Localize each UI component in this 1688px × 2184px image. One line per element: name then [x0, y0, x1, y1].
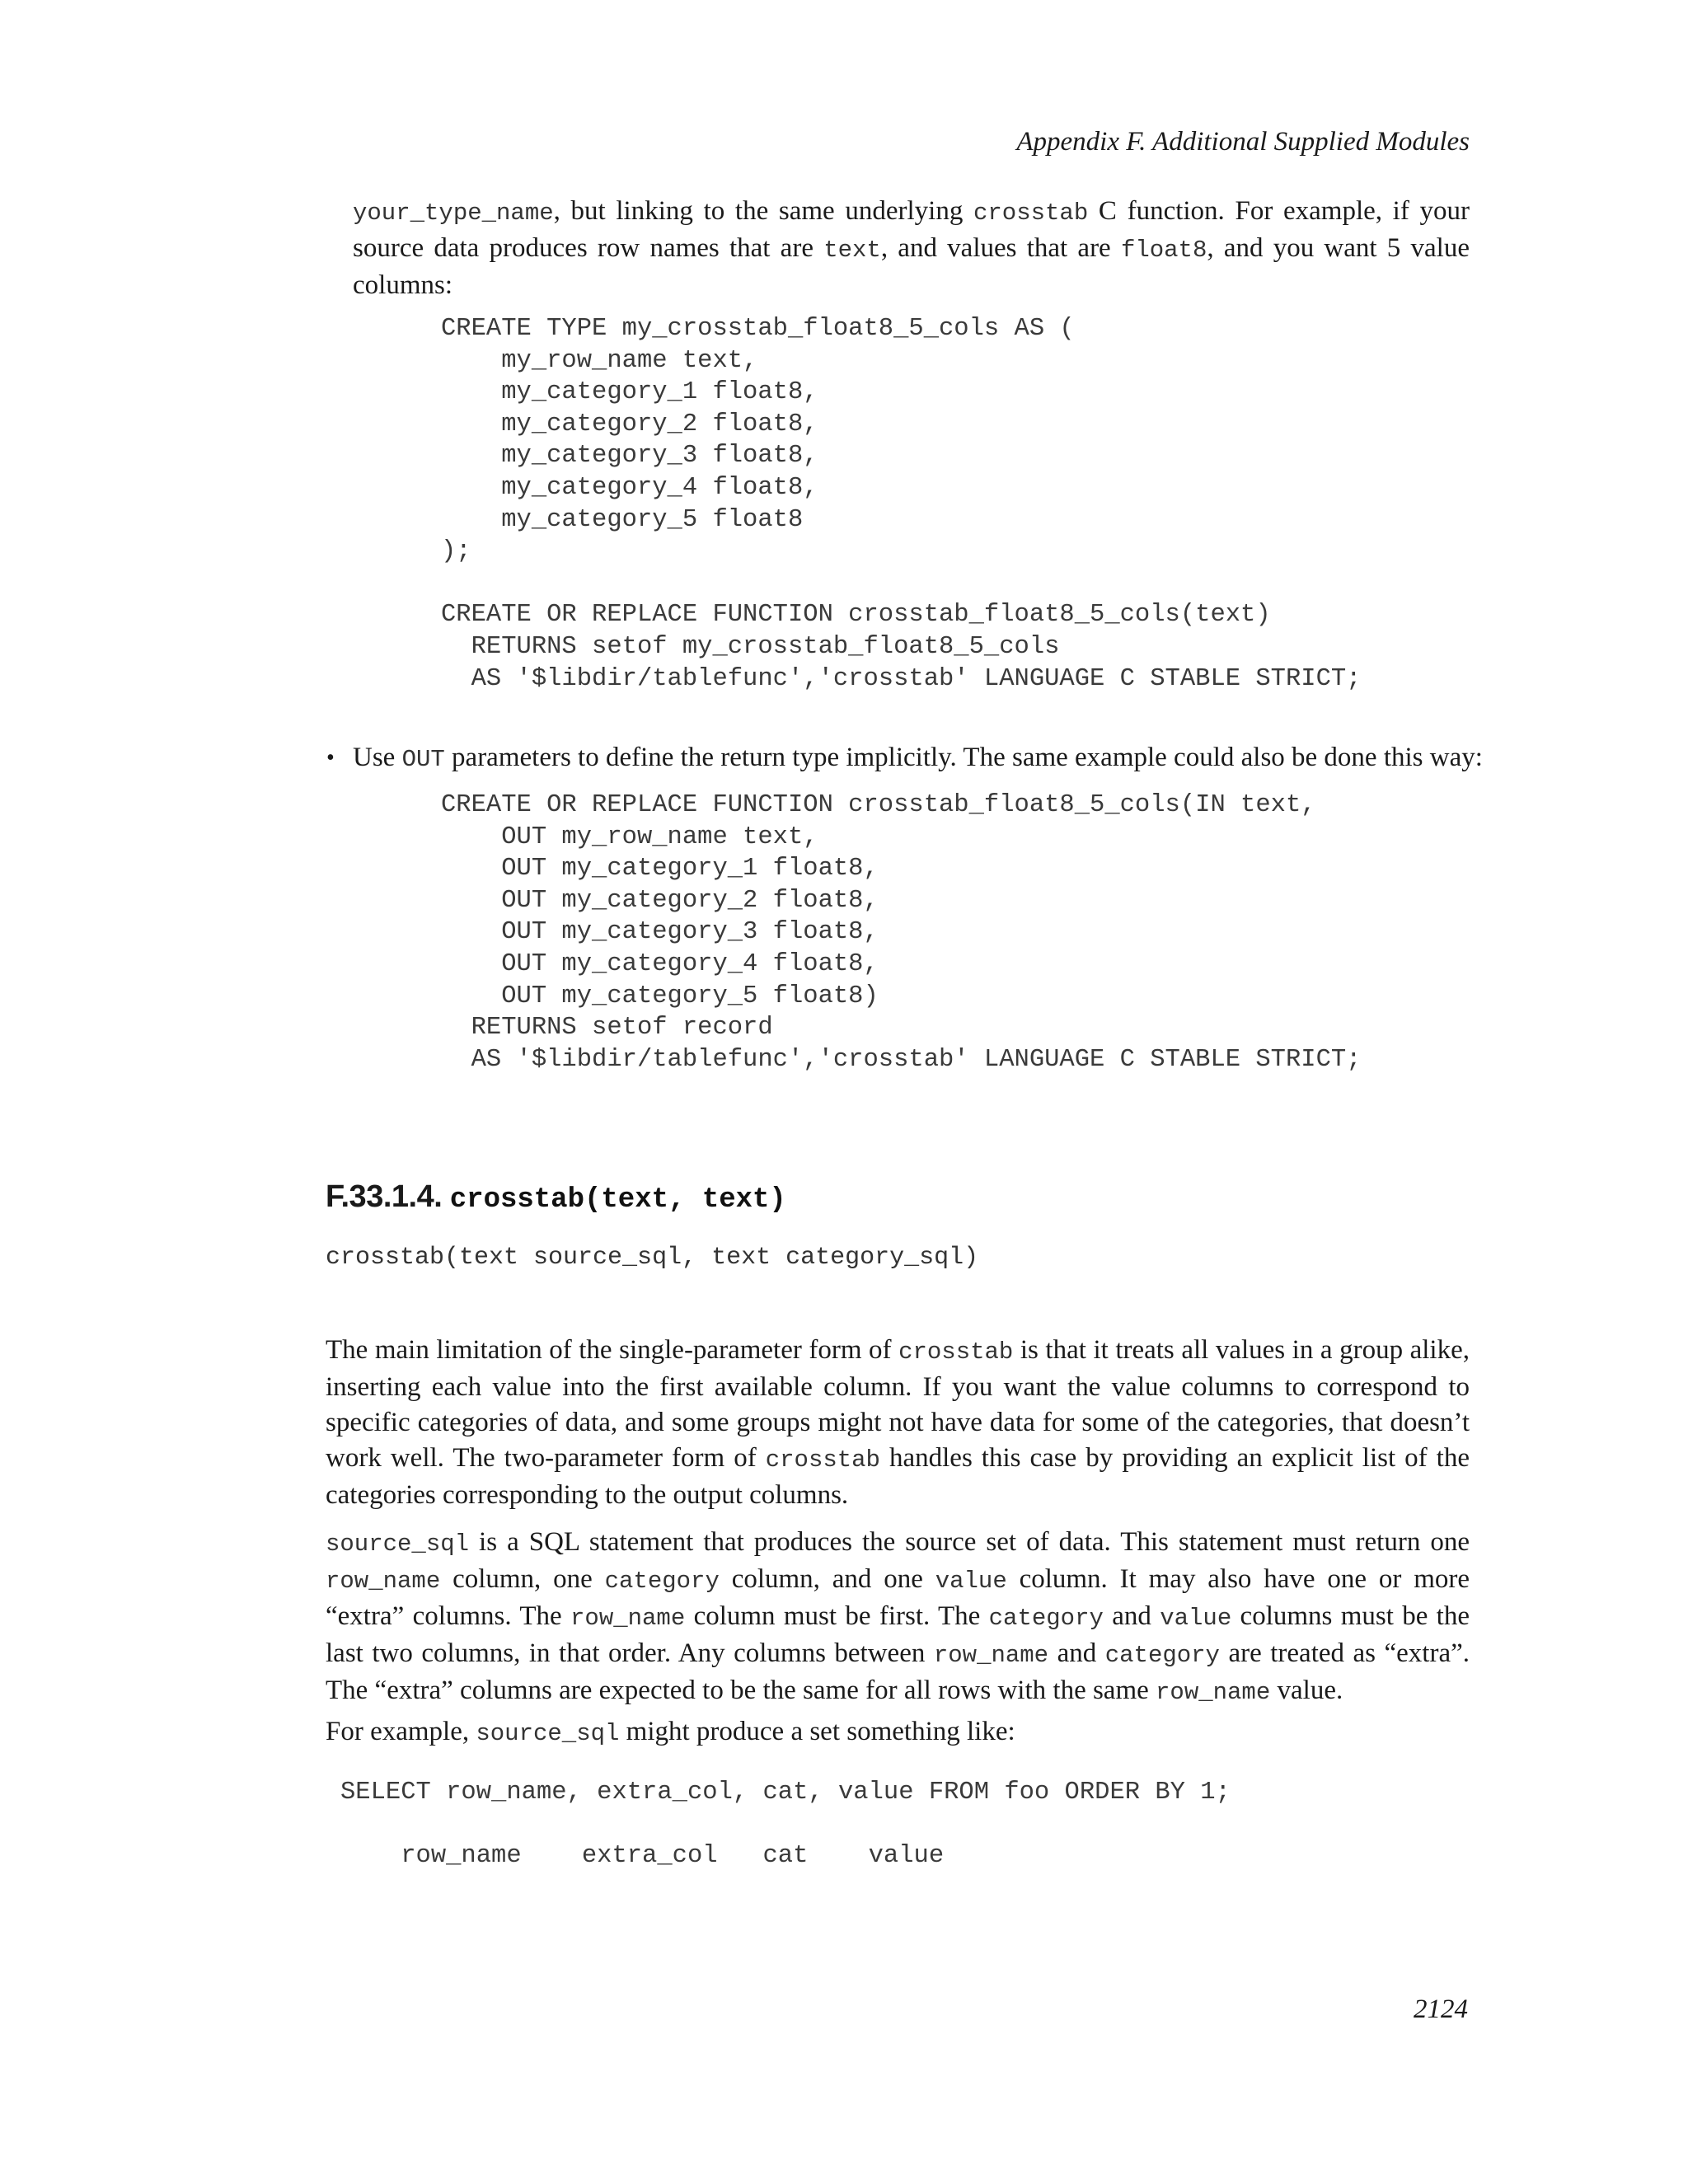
paragraph-text: and	[1048, 1638, 1105, 1668]
inline-code: row_name	[933, 1642, 1049, 1669]
code-block-select-example: SELECT row_name, extra_col, cat, value FROM foo ORDER BY 1; row_name extra_col cat value	[340, 1779, 1231, 1871]
inline-code: source_sql	[326, 1530, 470, 1558]
section-title-code: crosstab(text, text)	[449, 1184, 786, 1216]
limitation-paragraph	[326, 1333, 1470, 1513]
paragraph-text: , but linking to the same underlying	[553, 196, 973, 226]
paragraph-text: are treated as “extra”. The “extra” columns are expected to be the same for all rows with the same	[326, 1638, 1470, 1705]
paragraph-text: columns must be the last two columns, in that order. Any columns between	[326, 1601, 1470, 1668]
code-block-out-params: CREATE OR REPLACE FUNCTION crosstab_float8_5_cols(IN text, OUT my_row_name text, OUT my_category_1 float8, OUT my_category_2 float8, OUT my_category_3 float8, OUT my_category_4 float8, OUT my_category_5 float8) RETURNS setof record AS '$libdir/tablefunc','crosstab' LANGUAGE C STABLE STRICT;	[441, 791, 1362, 1074]
paragraph-text: column, and one	[719, 1564, 935, 1594]
inline-code: row_name	[1156, 1679, 1271, 1706]
paragraph-text: value.	[1270, 1675, 1343, 1705]
inline-code: category	[604, 1568, 720, 1595]
bullet-marker: •	[326, 745, 335, 771]
paragraph-text: column must be first. The	[685, 1601, 989, 1631]
inline-code: category	[1104, 1642, 1220, 1669]
inline-code: value	[935, 1568, 1007, 1595]
paragraph-text: , and values that are	[880, 233, 1121, 263]
page-number: 2124	[1414, 1994, 1468, 2024]
paragraph-text: For example,	[326, 1717, 476, 1746]
paragraph-text: parameters to define the return type implicitly. The same example could also be done this way:	[444, 743, 1483, 772]
function-signature: crosstab(text source_sql, text category_sql)	[326, 1244, 979, 1272]
inline-code: row_name	[570, 1605, 686, 1632]
inline-code: category	[988, 1605, 1104, 1632]
paragraph-text: is a SQL statement that produces the source set of data. This statement must return one	[469, 1527, 1470, 1557]
paragraph-text: is that it treats all values in a group alike, inserting each value into the first available column. If you want the value columns to correspond to specific categories of data, and some groups might not have data for some of the categories, that doesn’t work well. The two-parameter form of	[326, 1335, 1470, 1473]
example-intro-paragraph	[326, 1714, 1470, 1751]
inline-code: crosstab	[898, 1338, 1014, 1366]
inline-code: crosstab	[973, 199, 1089, 227]
inline-code: value	[1160, 1605, 1232, 1632]
inline-code: your_type_name	[353, 199, 554, 227]
inline-code: source_sql	[476, 1720, 620, 1747]
inline-code: row_name	[326, 1568, 441, 1595]
paragraph-text: , and you want 5 value columns:	[353, 233, 1470, 300]
inline-code: float8	[1120, 237, 1207, 264]
inline-code: OUT	[401, 746, 445, 773]
paragraph-text: column. It may also have one or more “extra” columns. The	[326, 1564, 1470, 1631]
paragraph-text: column, one	[440, 1564, 605, 1594]
intro-paragraph	[353, 194, 1470, 303]
inline-code: crosstab	[765, 1446, 880, 1474]
code-block-create-type: CREATE TYPE my_crosstab_float8_5_cols AS ( my_row_name text, my_category_1 float8, my_category_2 float8, my_category_3 float8, my_category_4 float8, my_category_5 float8 ); CREATE OR REPLACE FUNCTION crosstab_float8_5_cols(text) RETURNS setof my_crosstab_float8_5_cols AS '$libdir/tablefunc','crosstab' LANGUAGE C STABLE STRICT;	[441, 315, 1362, 693]
source-sql-paragraph	[326, 1525, 1470, 1710]
paragraph-text: The main limitation of the single-parameter form of	[326, 1335, 899, 1365]
paragraph-text: C function. For example, if your source data produces row names that are	[353, 196, 1470, 263]
bullet-item-text	[353, 740, 1507, 777]
paragraph-text: handles this case by providing an explicit list of the categories corresponding to the output columns.	[326, 1443, 1470, 1510]
running-header: Appendix F. Additional Supplied Modules	[1016, 127, 1470, 157]
section-heading	[326, 1177, 786, 1220]
inline-code: text	[823, 237, 881, 264]
section-number: F.33.1.4.	[326, 1179, 443, 1214]
paragraph-text: and	[1103, 1601, 1160, 1631]
paragraph-text: might produce a set something like:	[619, 1717, 1015, 1746]
paragraph-text: Use	[353, 743, 402, 772]
